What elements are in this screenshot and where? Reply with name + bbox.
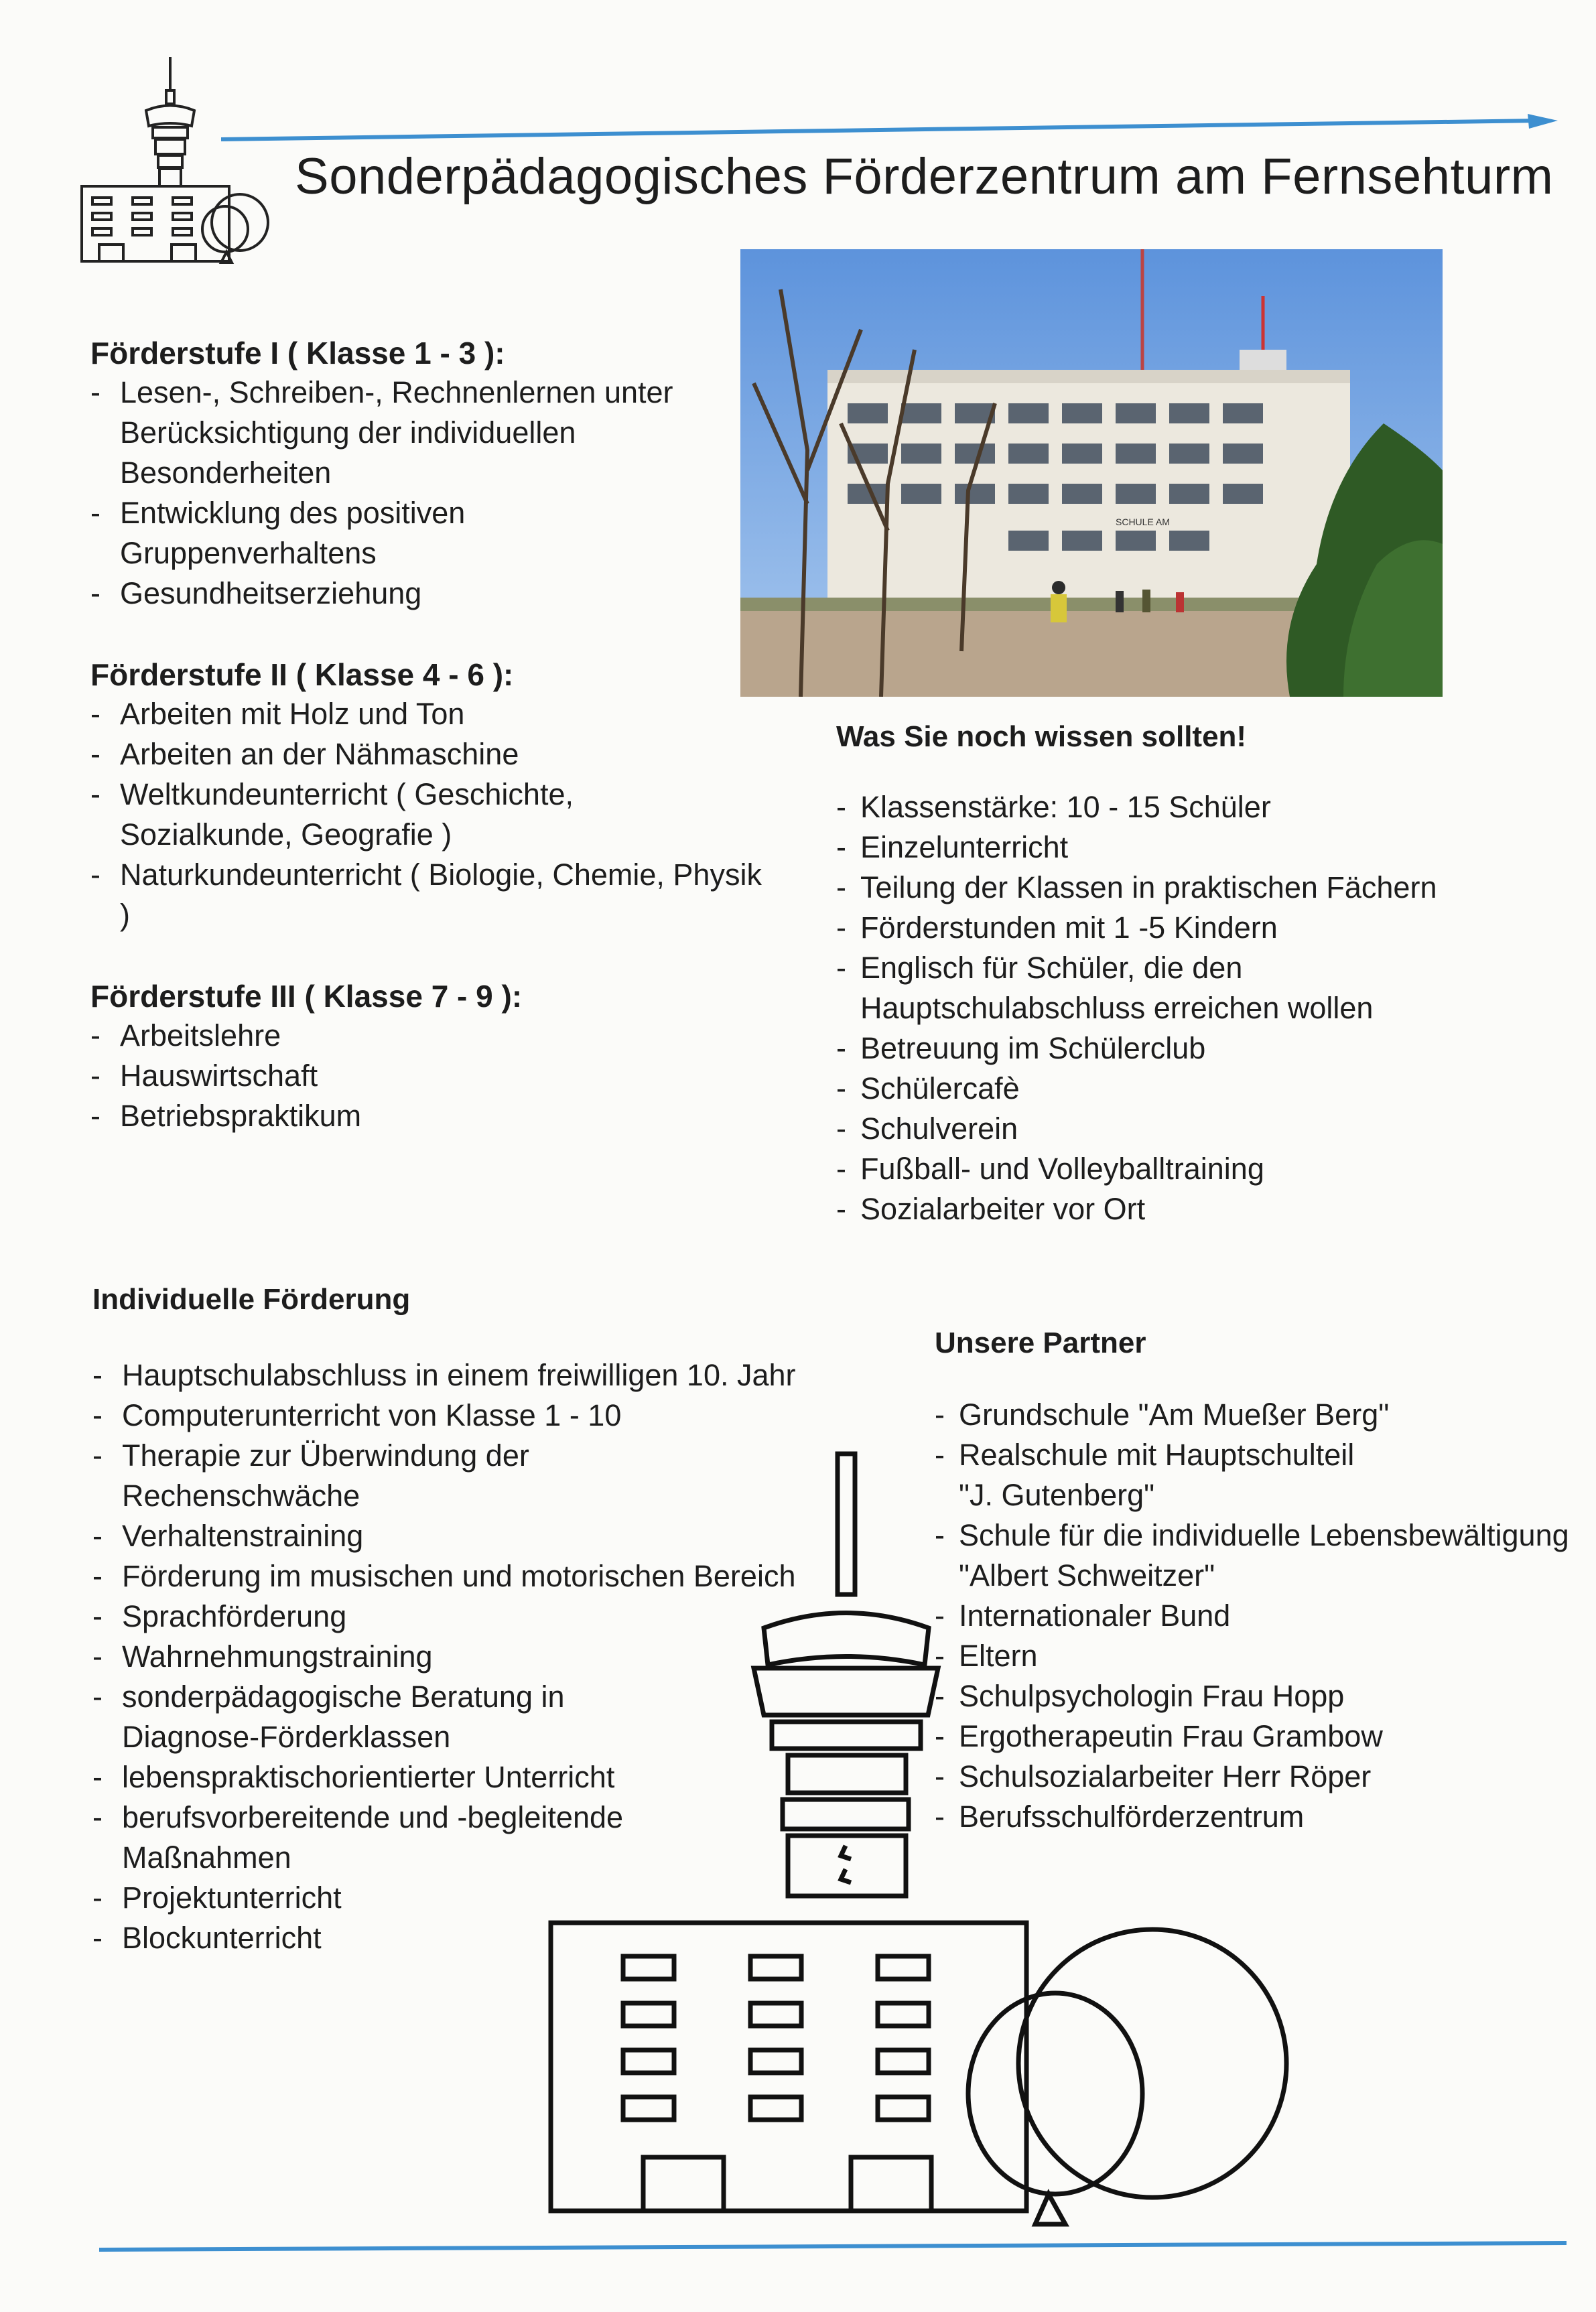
list-item: - Betriebspraktikum	[90, 1096, 734, 1136]
list-item: - Lesen-, Schreiben-, Rechnenlernen unter Berücksichtigung der individuellen Besonderheiten	[90, 372, 734, 493]
section-foerderstufe-1	[90, 335, 734, 614]
page-title: Sonderpädagogisches Förderzentrum am Fernsehturm	[295, 148, 1554, 205]
list-item: - Schulverein	[836, 1109, 1546, 1149]
header-arrow-rule	[221, 107, 1561, 147]
list-item: - Hauswirtschaft	[90, 1056, 734, 1096]
list-item: - Entwicklung des positiven Gruppenverhaltens	[90, 493, 495, 573]
list-item: - Hauptschulabschluss in einem freiwilligen 10. Jahr	[92, 1355, 896, 1396]
list-item: - Schulsozialarbeiter Herr Röper	[935, 1757, 1578, 1797]
section-foerderstufe-2	[90, 657, 762, 935]
list-item: - Schule für die individuelle Lebensbewältigung "Albert Schweitzer"	[935, 1515, 1589, 1596]
section-info	[836, 720, 1546, 1229]
section-partners	[935, 1327, 1578, 1837]
list-item: - Englisch für Schüler, die den Hauptschulabschluss erreichen wollen	[836, 948, 1477, 1028]
list-item: - Realschule mit Hauptschulteil "J. Gutenberg"	[935, 1435, 1388, 1515]
item-list	[90, 372, 734, 614]
list-item: - Therapie zur Überwindung der Rechenschwäche	[92, 1436, 591, 1516]
list-item: - Weltkundeunterricht ( Geschichte, Sozialkunde, Geografie )	[90, 774, 643, 855]
item-list	[836, 787, 1546, 1229]
item-list	[935, 1395, 1578, 1837]
list-item: - Gesundheitserziehung	[90, 573, 734, 614]
section-heading: Förderstufe I ( Klasse 1 - 3 ):	[90, 336, 505, 370]
list-item: - Teilung der Klassen in praktischen Fächern	[836, 868, 1546, 908]
list-item: - Naturkundeunterricht ( Biologie, Chemie, Physik )	[90, 855, 763, 935]
list-item: - Sozialarbeiter vor Ort	[836, 1189, 1546, 1229]
list-item: - Ergotherapeutin Frau Grambow	[935, 1716, 1578, 1757]
school-tower-logo-small	[79, 54, 280, 268]
list-item: - Arbeitslehre	[90, 1016, 734, 1056]
list-item: - Sprachförderung	[92, 1596, 896, 1637]
section-heading: Individuelle Förderung	[92, 1283, 411, 1316]
list-item: - Wahrnehmungstraining	[92, 1637, 896, 1677]
list-item: - berufsvorbereitende und -begleitende Maßnahmen	[92, 1797, 725, 1878]
section-heading: Förderstufe III ( Klasse 7 - 9 ):	[90, 979, 523, 1014]
section-heading: Unsere Partner	[935, 1327, 1146, 1359]
list-item: - Internationaler Bund	[935, 1596, 1578, 1636]
list-item: - Grundschule "Am Mueßer Berg"	[935, 1395, 1578, 1435]
list-item: - Förderstunden mit 1 -5 Kindern	[836, 908, 1546, 948]
list-item: - Fußball- und Volleyballtraining	[836, 1149, 1546, 1189]
footer-rule	[99, 2238, 1573, 2258]
photo-sign-text: SCHULE AM	[1116, 517, 1170, 527]
list-item: - Förderung im musischen und motorischen Bereich	[92, 1556, 805, 1596]
school-photo	[740, 249, 1443, 697]
list-item: - Schulpsychologin Frau Hopp	[935, 1676, 1578, 1716]
list-item: - Eltern	[935, 1636, 1578, 1676]
list-item: - Verhaltenstraining	[92, 1516, 896, 1556]
list-item: - Berufsschulförderzentrum	[935, 1797, 1578, 1837]
item-list	[90, 1016, 734, 1136]
list-item: - lebenspraktischorientierter Unterricht	[92, 1757, 896, 1797]
list-item: - Arbeiten an der Nähmaschine	[90, 734, 734, 774]
list-item: - Arbeiten mit Holz und Ton	[90, 694, 734, 734]
item-list	[92, 1355, 896, 1958]
list-item: - Schülercafè	[836, 1069, 1546, 1109]
list-item: - Einzelunterricht	[836, 827, 1546, 868]
list-item: - sonderpädagogische Beratung in Diagnose-Förderklassen	[92, 1677, 658, 1757]
list-item: - Blockunterricht	[92, 1918, 896, 1958]
item-list	[90, 694, 762, 935]
list-item: - Betreuung im Schülerclub	[836, 1028, 1546, 1069]
list-item: - Computerunterricht von Klasse 1 - 10	[92, 1396, 896, 1436]
list-item: - Projektunterricht	[92, 1878, 896, 1918]
list-item: - Klassenstärke: 10 - 15 Schüler	[836, 787, 1546, 827]
section-heading: Förderstufe II ( Klasse 4 - 6 ):	[90, 657, 514, 692]
section-foerderstufe-3	[90, 978, 734, 1136]
section-heading: Was Sie noch wissen sollten!	[836, 720, 1247, 753]
section-individual	[92, 1283, 896, 1958]
